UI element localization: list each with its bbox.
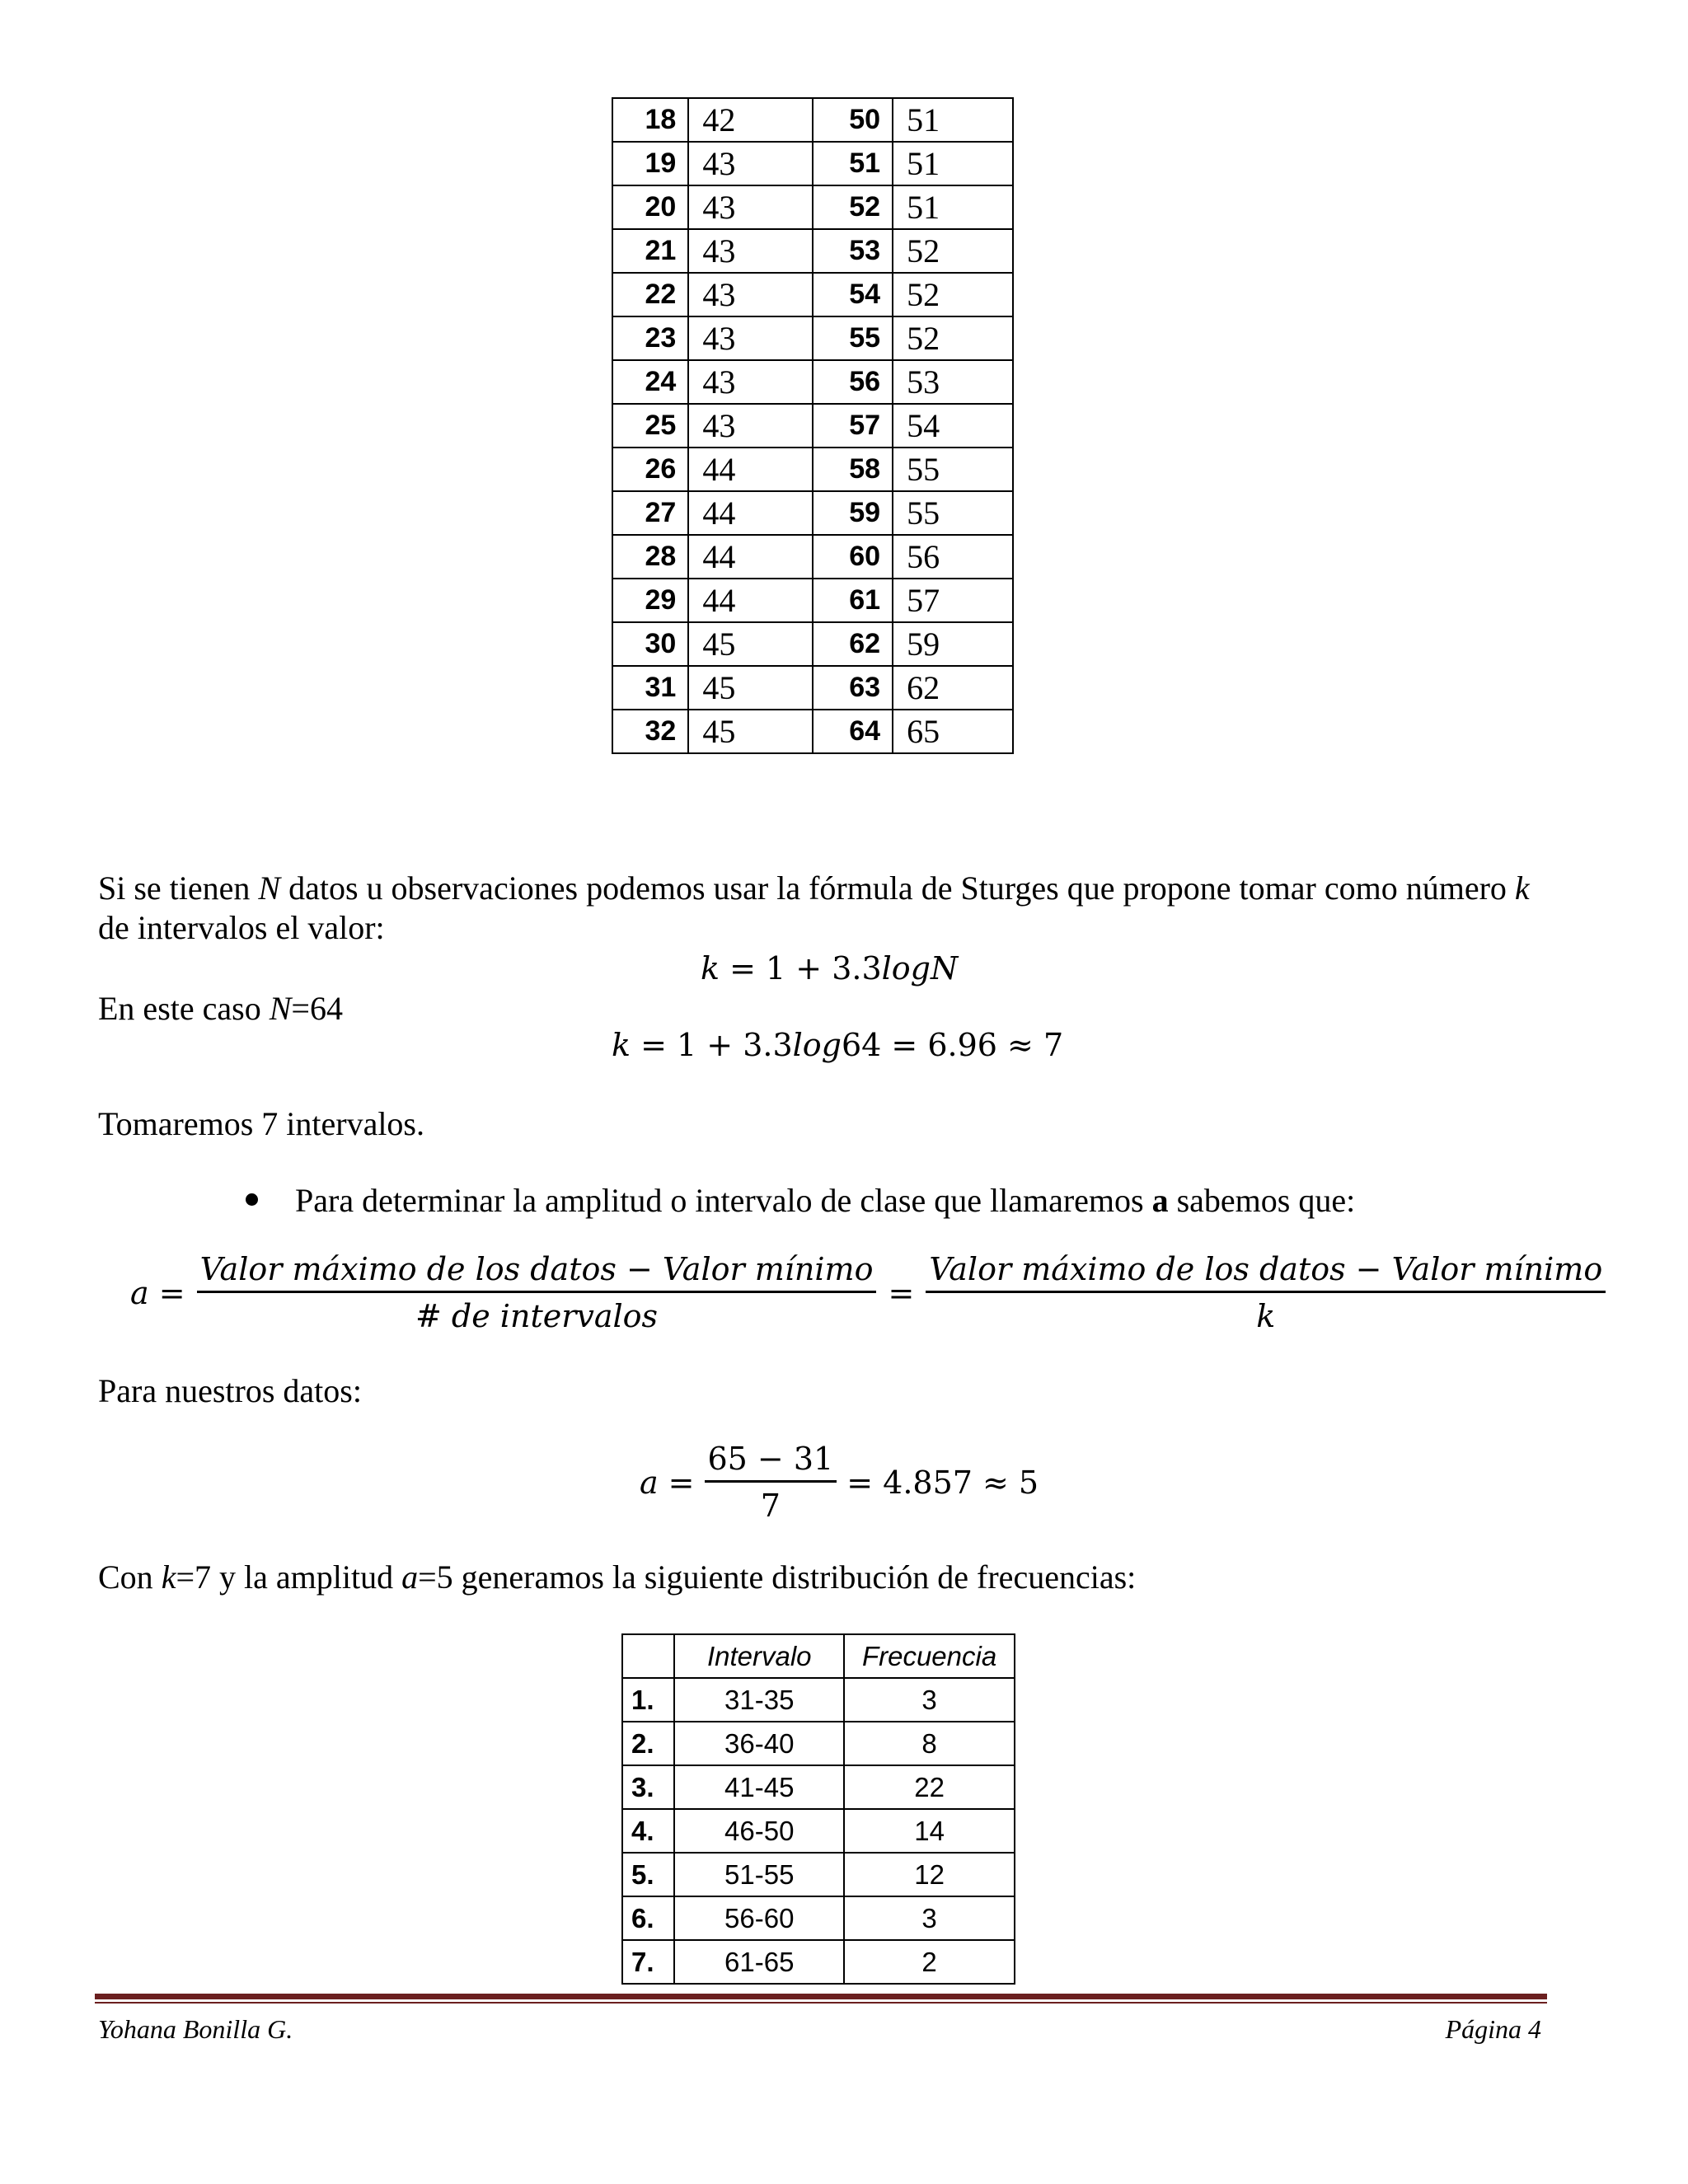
frequency-cell: 22	[844, 1765, 1015, 1809]
formula-lhs: a =	[130, 1274, 185, 1311]
numerator: Valor máximo de los datos − Valor mínimo	[197, 1251, 877, 1293]
distribution-intro	[98, 1558, 1136, 1597]
row-value: 56	[893, 535, 1013, 579]
row-value: 43	[688, 229, 813, 273]
data-table-row	[612, 535, 1013, 579]
for-data: Para nuestros datos:	[98, 1372, 362, 1409]
row-index: 54	[813, 273, 893, 316]
interval-cell: 41-45	[674, 1765, 844, 1809]
row-value: 43	[688, 360, 813, 404]
denominator: k	[1256, 1298, 1276, 1334]
frequency-cell: 2	[844, 1940, 1015, 1984]
row-value: 44	[688, 579, 813, 622]
frequency-cell: 12	[844, 1853, 1015, 1896]
row-index: 57	[813, 404, 893, 448]
row-index: 25	[612, 404, 688, 448]
data-table-row	[612, 360, 1013, 404]
text: datos u observaciones podemos usar la fórmula de Sturges que propone tomar como número	[280, 869, 1515, 907]
row-index: 64	[813, 710, 893, 753]
text: sabemos que:	[1168, 1182, 1356, 1219]
equals-sign: =	[888, 1274, 915, 1311]
row-number: 3.	[622, 1765, 674, 1809]
formula-part: = 1 + 3.3	[631, 1027, 793, 1063]
take-intervals: Tomaremos 7 intervalos.	[98, 1105, 424, 1142]
row-number: 4.	[622, 1809, 674, 1853]
footer-author: Yohana Bonilla G.	[98, 2014, 293, 2044]
footer-page-number: Página 4	[1445, 2014, 1541, 2044]
sturges-formula	[701, 950, 958, 987]
frequency-table-row	[622, 1722, 1015, 1765]
row-index: 32	[612, 710, 688, 753]
text: Para determinar la amplitud o intervalo de clase que llamaremos	[295, 1182, 1152, 1219]
text: En este caso	[98, 990, 270, 1027]
row-index: 29	[612, 579, 688, 622]
frequency-table	[621, 1633, 1015, 1985]
row-number: 6.	[622, 1896, 674, 1940]
amplitude-formula	[130, 1251, 1606, 1334]
equals-sign: =	[668, 1464, 695, 1501]
data-table-row	[612, 185, 1013, 229]
row-index: 56	[813, 360, 893, 404]
amplitude-calc	[640, 1441, 1039, 1524]
row-index: 21	[612, 229, 688, 273]
k-formula	[612, 1027, 1063, 1063]
row-value: 65	[893, 710, 1013, 753]
var-k: k	[161, 1558, 176, 1596]
frequency-cell: 8	[844, 1722, 1015, 1765]
row-index: 28	[612, 535, 688, 579]
interval-cell: 31-35	[674, 1678, 844, 1722]
interval-cell: 56-60	[674, 1896, 844, 1940]
row-index: 53	[813, 229, 893, 273]
data-table-row	[612, 98, 1013, 142]
row-value: 55	[893, 448, 1013, 491]
frequency-cell: 3	[844, 1896, 1015, 1940]
frequency-table-row	[622, 1809, 1015, 1853]
row-index: 20	[612, 185, 688, 229]
row-value: 45	[688, 622, 813, 666]
var-n: N	[269, 990, 292, 1027]
text: =64	[291, 990, 343, 1027]
data-table-row	[612, 404, 1013, 448]
data-table-row	[612, 316, 1013, 360]
formula-part: = 1 + 3.3	[720, 950, 882, 987]
row-value: 43	[688, 142, 813, 185]
interval-cell: 36-40	[674, 1722, 844, 1765]
data-table-row	[612, 448, 1013, 491]
frequency-table-row	[622, 1896, 1015, 1940]
row-value: 51	[893, 142, 1013, 185]
text: =7 y la amplitud	[176, 1558, 402, 1596]
var-k: k	[701, 950, 720, 987]
row-index: 30	[612, 622, 688, 666]
row-index: 58	[813, 448, 893, 491]
row-value: 51	[893, 98, 1013, 142]
row-index: 22	[612, 273, 688, 316]
row-index: 19	[612, 142, 688, 185]
var-a: a	[401, 1558, 419, 1596]
frequency-table-header	[622, 1634, 1015, 1678]
data-table	[612, 97, 1014, 754]
frequency-cell: 14	[844, 1809, 1015, 1853]
header-blank-cell	[622, 1634, 674, 1678]
row-index: 50	[813, 98, 893, 142]
row-index: 26	[612, 448, 688, 491]
row-index: 18	[612, 98, 688, 142]
column-header: Frecuencia	[844, 1634, 1015, 1678]
row-index: 60	[813, 535, 893, 579]
row-value: 62	[893, 666, 1013, 710]
row-value: 45	[688, 666, 813, 710]
row-index: 27	[612, 491, 688, 535]
frequency-table-row	[622, 1853, 1015, 1896]
footer-rule-thin	[95, 2002, 1547, 2004]
var-a: a	[640, 1464, 659, 1501]
fraction-1	[197, 1251, 877, 1334]
data-table-row	[612, 142, 1013, 185]
frequency-table-row	[622, 1940, 1015, 1984]
sturges-intro	[98, 869, 1530, 908]
row-value: 43	[688, 185, 813, 229]
frequency-table-row	[622, 1678, 1015, 1722]
row-value: 59	[893, 622, 1013, 666]
var-a: a	[1151, 1182, 1169, 1219]
sturges-intro-line2: de intervalos el valor:	[98, 909, 385, 946]
row-number: 2.	[622, 1722, 674, 1765]
row-value: 55	[893, 491, 1013, 535]
data-table-row	[612, 710, 1013, 753]
row-index: 31	[612, 666, 688, 710]
row-index: 24	[612, 360, 688, 404]
var-n: N	[258, 869, 281, 907]
row-value: 52	[893, 316, 1013, 360]
data-table-row	[612, 229, 1013, 273]
row-value: 57	[893, 579, 1013, 622]
row-value: 53	[893, 360, 1013, 404]
row-index: 61	[813, 579, 893, 622]
row-value: 54	[893, 404, 1013, 448]
row-number: 7.	[622, 1940, 674, 1984]
row-value: 52	[893, 229, 1013, 273]
row-value: 44	[688, 448, 813, 491]
row-index: 51	[813, 142, 893, 185]
bullet-text	[295, 1181, 1355, 1221]
bullet-dot	[246, 1193, 258, 1206]
numerator: Valor máximo de los datos − Valor mínimo	[926, 1251, 1606, 1293]
text: Con	[98, 1558, 162, 1596]
row-number: 5.	[622, 1853, 674, 1896]
var-k: k	[612, 1027, 631, 1063]
row-value: 42	[688, 98, 813, 142]
row-index: 63	[813, 666, 893, 710]
formula-part: = 4.857 ≈ 5	[846, 1464, 1039, 1501]
row-number: 1.	[622, 1678, 674, 1722]
formula-part: 64 = 6.96 ≈ 7	[842, 1027, 1064, 1063]
var-k: k	[1514, 869, 1530, 907]
footer-rule	[95, 1994, 1547, 1999]
denominator: 7	[760, 1488, 781, 1524]
row-index: 23	[612, 316, 688, 360]
data-table-row	[612, 622, 1013, 666]
fraction-calc	[705, 1441, 837, 1524]
interval-cell: 46-50	[674, 1809, 844, 1853]
case-text	[98, 989, 343, 1029]
row-index: 55	[813, 316, 893, 360]
row-value: 44	[688, 491, 813, 535]
frequency-table-row	[622, 1765, 1015, 1809]
frequency-cell: 3	[844, 1678, 1015, 1722]
text: Si se tienen	[98, 869, 259, 907]
row-value: 45	[688, 710, 813, 753]
data-table-row	[612, 666, 1013, 710]
row-value: 43	[688, 316, 813, 360]
row-value: 51	[893, 185, 1013, 229]
interval-cell: 61-65	[674, 1940, 844, 1984]
row-value: 44	[688, 535, 813, 579]
row-value: 52	[893, 273, 1013, 316]
interval-cell: 51-55	[674, 1853, 844, 1896]
row-index: 62	[813, 622, 893, 666]
row-index: 52	[813, 185, 893, 229]
row-value: 43	[688, 273, 813, 316]
data-table-row	[612, 273, 1013, 316]
numerator: 65 − 31	[705, 1441, 837, 1483]
formula-part: log	[792, 1027, 842, 1063]
formula-part: logN	[881, 950, 959, 987]
row-index: 59	[813, 491, 893, 535]
text: =5 generamos la siguiente distribución de frecuencias:	[418, 1558, 1137, 1596]
row-value: 43	[688, 404, 813, 448]
denominator: # de intervalos	[415, 1298, 659, 1334]
fraction-2	[926, 1251, 1606, 1334]
data-table-row	[612, 579, 1013, 622]
column-header: Intervalo	[674, 1634, 844, 1678]
data-table-row	[612, 491, 1013, 535]
